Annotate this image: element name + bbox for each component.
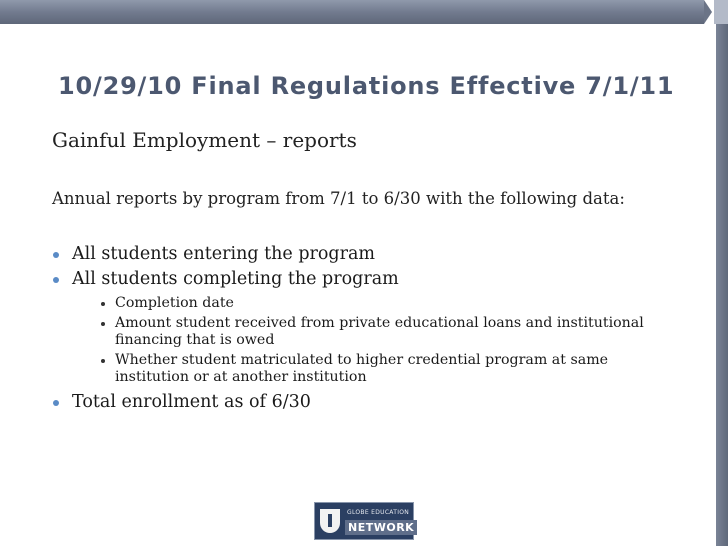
- right-side-bar: [716, 0, 728, 546]
- shield-icon: [320, 509, 340, 533]
- bullet-text: All students completing the program: [72, 269, 399, 289]
- slide-subtitle: Gainful Employment – reports: [52, 128, 357, 152]
- sub-bullet-item: Completion date: [98, 295, 678, 312]
- bullet-list: [52, 242, 702, 415]
- intro-text: Annual reports by program from 7/1 to 6/30 with the following data:: [52, 189, 625, 208]
- sub-bullet-item: Whether student matriculated to higher credential program at same institution or at another institution: [98, 352, 678, 386]
- bullet-item: [52, 390, 702, 415]
- bullet-text: Total enrollment as of 6/30: [72, 392, 311, 412]
- bullet-item: [52, 267, 702, 386]
- sub-bullet-list: [98, 295, 678, 386]
- sub-bullet-item: Amount student received from private educational loans and institutional financing that is owed: [98, 315, 678, 349]
- top-header-bar: [0, 0, 704, 24]
- header-bar-arrow: [704, 0, 712, 24]
- bullet-item: [52, 242, 702, 267]
- side-bar-highlight: [714, 0, 728, 24]
- slide-title: 10/29/10 Final Regulations Effective 7/1/11: [58, 72, 675, 100]
- bullet-text: All students entering the program: [72, 244, 376, 264]
- globe-education-network-logo: [314, 502, 414, 540]
- logo-small-text: GLOBE EDUCATION: [347, 509, 410, 516]
- logo-big-text: NETWORK: [345, 520, 417, 535]
